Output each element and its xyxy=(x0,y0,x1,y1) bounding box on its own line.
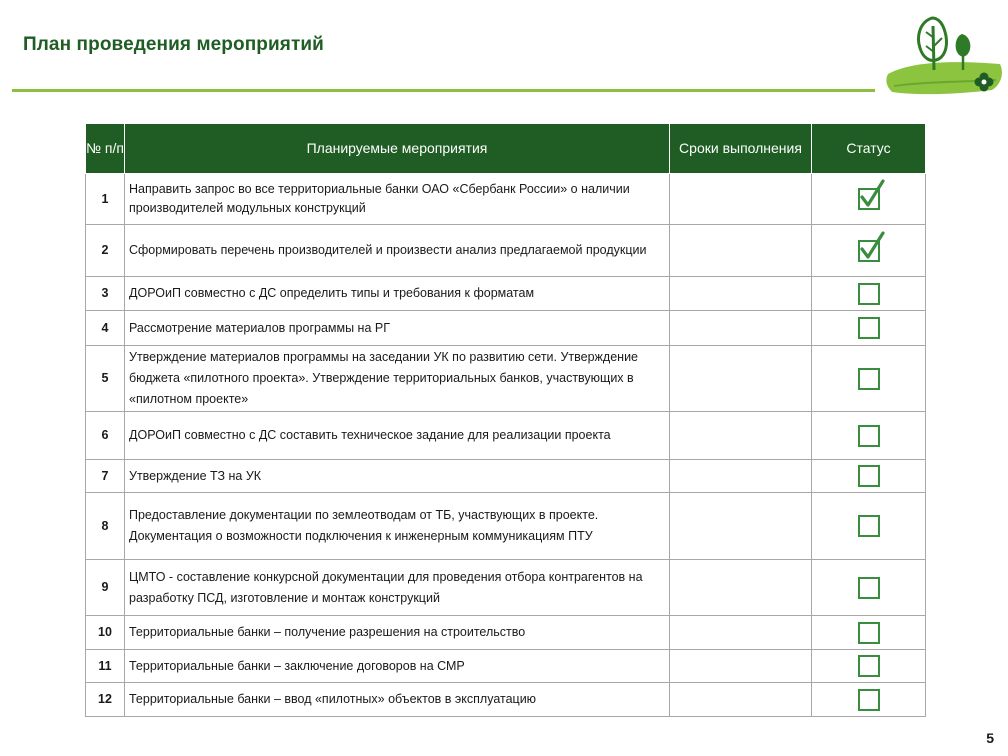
row-deadline xyxy=(670,616,812,650)
unchecked-checkbox-icon[interactable] xyxy=(858,368,880,390)
row-number: 4 xyxy=(86,311,125,346)
row-number: 6 xyxy=(86,412,125,460)
table-row xyxy=(86,412,926,460)
checked-checkbox-icon[interactable] xyxy=(858,188,880,210)
row-number: 5 xyxy=(86,346,125,412)
table-row xyxy=(86,225,926,277)
page-number: 5 xyxy=(986,730,994,746)
row-number: 10 xyxy=(86,616,125,650)
title-divider xyxy=(12,89,875,92)
table-row xyxy=(86,174,926,225)
unchecked-checkbox-icon[interactable] xyxy=(858,317,880,339)
header-status: Статус xyxy=(812,124,926,174)
unchecked-checkbox-icon[interactable] xyxy=(858,622,880,644)
table-row xyxy=(86,616,926,650)
row-activity: Утверждение ТЗ на УК xyxy=(125,460,670,493)
table-row xyxy=(86,311,926,346)
row-activity: ЦМТО - составление конкурсной документации для проведения отбора контрагентов на разработку ПСД, изготовление и монтаж конструкций xyxy=(125,560,670,616)
row-number: 3 xyxy=(86,277,125,311)
row-number: 1 xyxy=(86,174,125,225)
table-row xyxy=(86,277,926,311)
table-row xyxy=(86,346,926,412)
row-status xyxy=(812,174,926,225)
unchecked-checkbox-icon[interactable] xyxy=(858,425,880,447)
row-deadline xyxy=(670,225,812,277)
row-number: 7 xyxy=(86,460,125,493)
row-deadline xyxy=(670,311,812,346)
row-deadline xyxy=(670,174,812,225)
row-status xyxy=(812,346,926,412)
row-activity: ДОРОиП совместно с ДС определить типы и требования к форматам xyxy=(125,277,670,311)
table-row xyxy=(86,683,926,717)
row-activity: Направить запрос во все территориальные банки ОАО «Сбербанк России» о наличии производителей модульных конструкций xyxy=(125,174,670,225)
row-deadline xyxy=(670,650,812,683)
row-deadline xyxy=(670,683,812,717)
row-activity: Рассмотрение материалов программы на РГ xyxy=(125,311,670,346)
row-status xyxy=(812,560,926,616)
row-deadline xyxy=(670,493,812,560)
table-header-row xyxy=(86,124,926,174)
row-activity: Утверждение материалов программы на заседании УК по развитию сети. Утверждение бюджета «пилотного проекта». Утверждение территориальных банков, участвующих в «пилотном проекте» xyxy=(125,346,670,412)
row-status xyxy=(812,616,926,650)
row-status xyxy=(812,412,926,460)
row-number: 2 xyxy=(86,225,125,277)
unchecked-checkbox-icon[interactable] xyxy=(858,515,880,537)
row-status xyxy=(812,493,926,560)
header-activities: Планируемые мероприятия xyxy=(125,124,670,174)
row-activity: Сформировать перечень производителей и произвести анализ предлагаемой продукции xyxy=(125,225,670,277)
page-title: План проведения мероприятий xyxy=(23,34,324,55)
table-row xyxy=(86,560,926,616)
row-activity: Территориальные банки – ввод «пилотных» объектов в эксплуатацию xyxy=(125,683,670,717)
row-number: 12 xyxy=(86,683,125,717)
row-number: 8 xyxy=(86,493,125,560)
row-activity: Территориальные банки – заключение договоров на СМР xyxy=(125,650,670,683)
unchecked-checkbox-icon[interactable] xyxy=(858,655,880,677)
row-deadline xyxy=(670,346,812,412)
row-status xyxy=(812,683,926,717)
table-row xyxy=(86,493,926,560)
row-deadline xyxy=(670,460,812,493)
unchecked-checkbox-icon[interactable] xyxy=(858,689,880,711)
row-status xyxy=(812,460,926,493)
trees-logo-icon xyxy=(880,12,1008,102)
row-deadline xyxy=(670,412,812,460)
activities-table xyxy=(85,123,926,717)
row-deadline xyxy=(670,560,812,616)
row-number: 11 xyxy=(86,650,125,683)
row-activity: Территориальные банки – получение разрешения на строительство xyxy=(125,616,670,650)
row-status xyxy=(812,277,926,311)
header-deadline: Сроки выполнения xyxy=(670,124,812,174)
unchecked-checkbox-icon[interactable] xyxy=(858,577,880,599)
table-row xyxy=(86,650,926,683)
unchecked-checkbox-icon[interactable] xyxy=(858,283,880,305)
unchecked-checkbox-icon[interactable] xyxy=(858,465,880,487)
row-status xyxy=(812,650,926,683)
row-activity: ДОРОиП совместно с ДС составить техническое задание для реализации проекта xyxy=(125,412,670,460)
row-activity: Предоставление документации по землеотводам от ТБ, участвующих в проекте. Документация о возможности подключения к инженерным коммуникациям ПТУ xyxy=(125,493,670,560)
checked-checkbox-icon[interactable] xyxy=(858,240,880,262)
header-number: № п/п xyxy=(86,124,125,174)
row-status xyxy=(812,225,926,277)
row-status xyxy=(812,311,926,346)
row-number: 9 xyxy=(86,560,125,616)
table-row xyxy=(86,460,926,493)
row-deadline xyxy=(670,277,812,311)
